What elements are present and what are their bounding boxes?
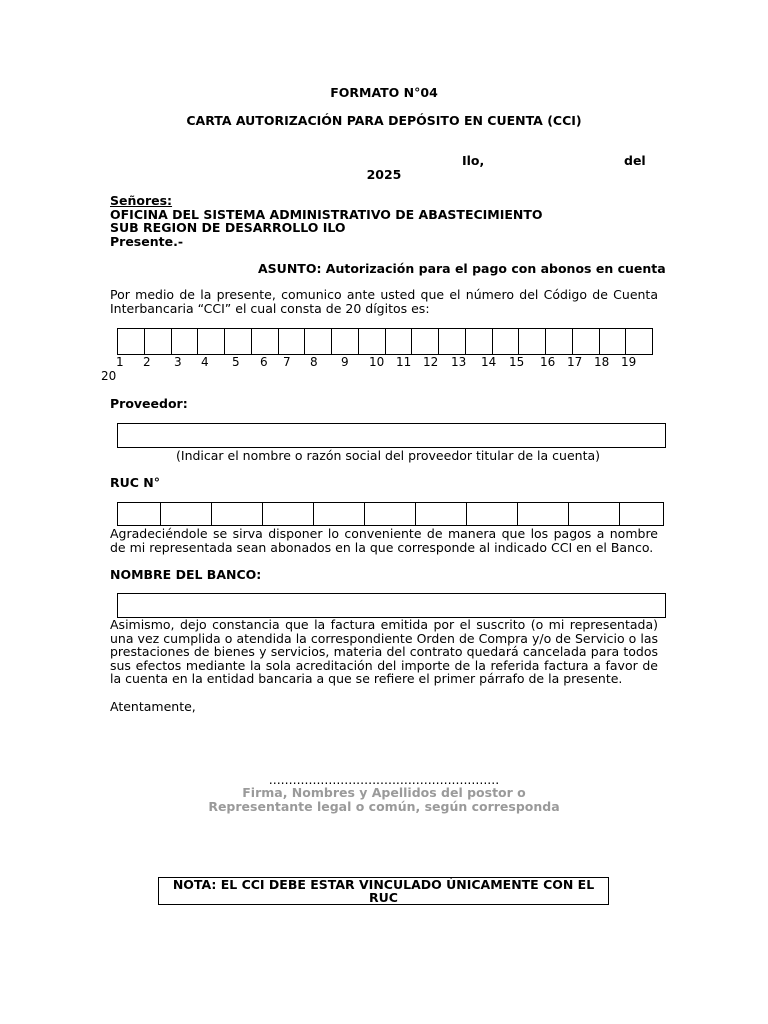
date-city: Ilo, [462, 153, 485, 168]
ruc-digit-box[interactable] [364, 502, 416, 526]
ruc-digit-box[interactable] [117, 502, 161, 526]
ruc-digit-boxes[interactable] [117, 502, 664, 526]
signature-caption-1: Firma, Nombres y Apellidos del postor o [242, 785, 526, 800]
ruc-digit-box[interactable] [517, 502, 569, 526]
document-title: CARTA AUTORIZACIÓN PARA DEPÓSITO EN CUENTA (CCI) [186, 113, 582, 128]
addressee-senores: Señores: [110, 193, 173, 208]
cci-number-20: 20 [101, 369, 117, 383]
nota-text: NOTA: EL CCI DEBE ESTAR VINCULADO ÚNICAMENTE CON EL RUC [172, 877, 595, 905]
cci-number-label: 5 [232, 355, 240, 369]
cci-number-label: 11 [396, 355, 412, 369]
asunto-line: ASUNTO: Autorización para el pago con abonos en cuenta [258, 261, 666, 276]
proveedor-hint: (Indicar el nombre o razón social del proveedor titular de la cuenta) [176, 448, 601, 463]
cci-number-label: 15 [509, 355, 525, 369]
cci-number-label: 16 [540, 355, 556, 369]
cci-digit-box[interactable] [224, 328, 252, 355]
ruc-digit-box[interactable] [415, 502, 467, 526]
cci-digit-box[interactable] [599, 328, 627, 355]
cci-number-label: 6 [260, 355, 268, 369]
cci-digit-box[interactable] [144, 328, 172, 355]
banco-input-box[interactable] [117, 593, 666, 618]
addressee-presente: Presente.- [110, 234, 184, 249]
ruc-digit-box[interactable] [619, 502, 664, 526]
cci-digit-box[interactable] [278, 328, 306, 355]
cci-digit-box[interactable] [492, 328, 520, 355]
cci-number-label: 1 [116, 355, 124, 369]
date-del: del [624, 153, 646, 168]
cci-digit-box[interactable] [465, 328, 493, 355]
cci-digit-box[interactable] [304, 328, 332, 355]
nota-box [158, 877, 609, 905]
cci-number-label: 8 [310, 355, 318, 369]
cci-number-label: 4 [201, 355, 209, 369]
cci-number-label: 10 [369, 355, 385, 369]
cci-number-label: 19 [621, 355, 637, 369]
ruc-digit-box[interactable] [313, 502, 365, 526]
cci-digit-box[interactable] [625, 328, 653, 355]
intro-paragraph: Por medio de la presente, comunico ante usted que el número del Código de Cuenta Interbancaria “CCI” el cual consta de 20 dígitos es: [110, 287, 658, 316]
cci-digit-box[interactable] [331, 328, 359, 355]
cci-digit-box[interactable] [545, 328, 573, 355]
cci-number-labels [110, 355, 670, 369]
ruc-digit-box[interactable] [466, 502, 518, 526]
cci-number-label: 12 [423, 355, 439, 369]
cci-digit-boxes[interactable] [117, 328, 653, 355]
cci-digit-box[interactable] [438, 328, 466, 355]
banco-label: NOMBRE DEL BANCO: [110, 567, 262, 582]
ruc-label: RUC N° [110, 475, 161, 490]
cci-number-label: 9 [341, 355, 349, 369]
ruc-digit-box[interactable] [568, 502, 620, 526]
cci-digit-box[interactable] [358, 328, 386, 355]
signature-caption-2: Representante legal o común, según corresponda [208, 799, 560, 814]
cci-digit-box[interactable] [411, 328, 439, 355]
cci-number-label: 13 [451, 355, 467, 369]
cci-digit-box[interactable] [171, 328, 199, 355]
cci-digit-box[interactable] [197, 328, 225, 355]
constancia-paragraph: Asimismo, dejo constancia que la factura emitida por el suscrito (o mi representada) una vez cumplida o atendida la correspondiente Orden de Compra y/o de Servicio o las prestaciones de bienes y servicios, materia del contrato quedará cancelada para todos sus efectos mediante la sola acreditación del importe de la referida factura a favor de la cuenta en la entidad bancaria a que se refiere el primer párrafo de la presente. [110, 617, 658, 686]
ruc-digit-box[interactable] [262, 502, 314, 526]
ruc-digit-box[interactable] [160, 502, 212, 526]
proveedor-input-box[interactable] [117, 423, 666, 448]
addressee-office: OFICINA DEL SISTEMA ADMINISTRATIVO DE ABASTECIMIENTO [110, 207, 543, 222]
signature-line: .......................................................... [268, 772, 500, 787]
cci-number-label: 2 [143, 355, 151, 369]
cci-number-label: 14 [481, 355, 497, 369]
cci-digit-box[interactable] [572, 328, 600, 355]
cci-digit-box[interactable] [518, 328, 546, 355]
cci-digit-box[interactable] [251, 328, 279, 355]
formato-number: FORMATO N°04 [330, 85, 438, 100]
cci-digit-box[interactable] [385, 328, 413, 355]
cci-digit-box[interactable] [117, 328, 145, 355]
atentamente: Atentamente, [110, 699, 196, 714]
cci-number-label: 17 [567, 355, 583, 369]
cci-number-label: 7 [283, 355, 291, 369]
ruc-digit-box[interactable] [211, 502, 263, 526]
cci-number-label: 18 [594, 355, 610, 369]
cci-number-label: 3 [174, 355, 182, 369]
proveedor-label: Proveedor: [110, 396, 188, 411]
addressee-subregion: SUB REGION DE DESARROLLO ILO [110, 220, 346, 235]
agradecimiento-paragraph: Agradeciéndole se sirva disponer lo conveniente de manera que los pagos a nombre de mi representada sean abonados en la que corresponde al indicado CCI en el Banco. [110, 526, 658, 555]
date-year: 2025 [366, 167, 402, 182]
